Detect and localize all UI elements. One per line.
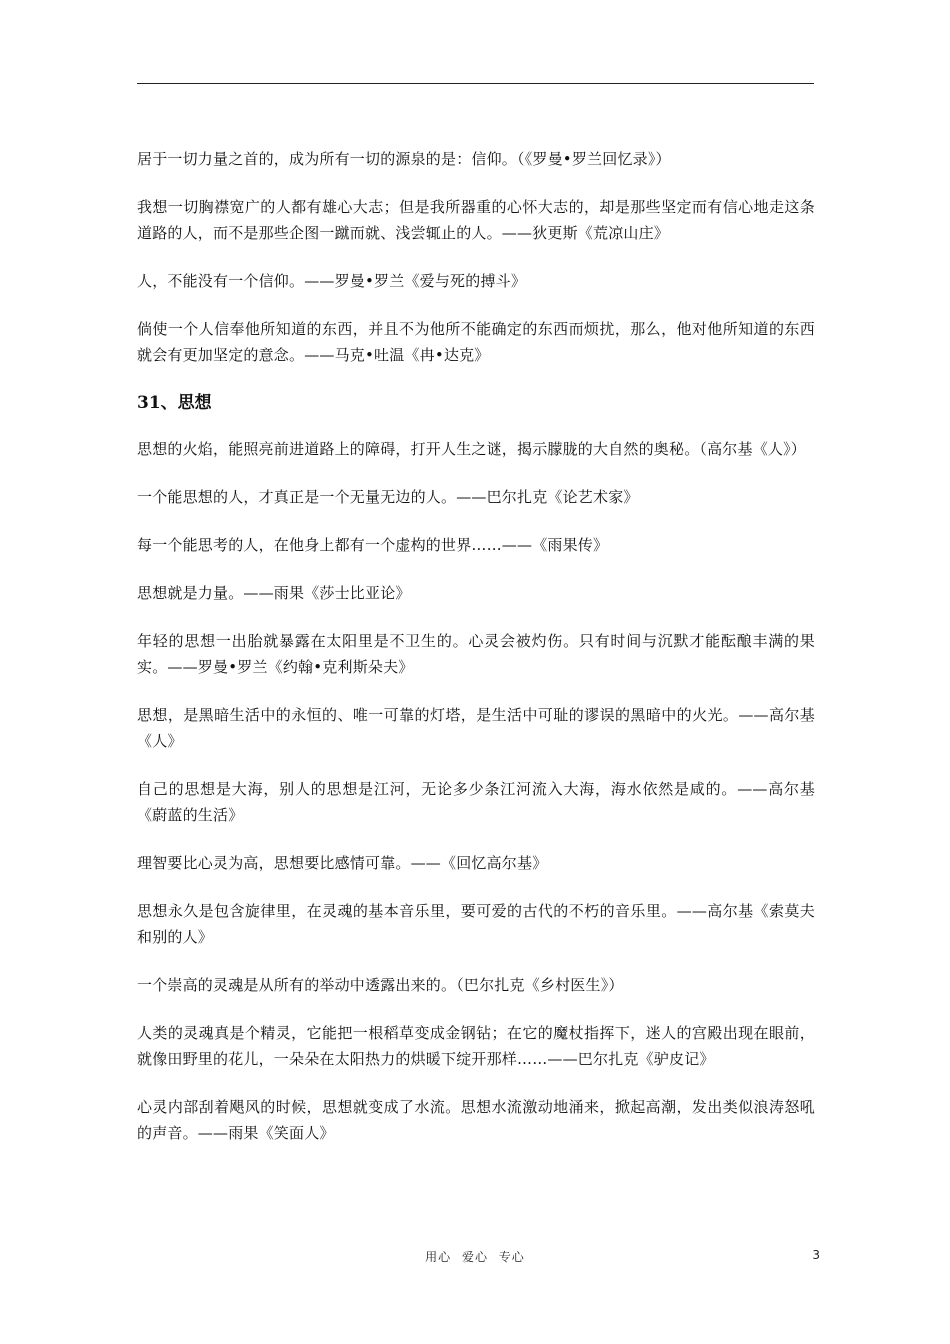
quote-paragraph: 人，不能没有一个信仰。——罗曼•罗兰《爱与死的搏斗》	[137, 272, 527, 290]
quote-paragraph: 年轻的思想一出胎就暴露在太阳里是不卫生的。心灵会被灼伤。只有时间与沉默才能酝酿丰满的果实。——罗曼•罗兰《约翰•克利斯朵夫》	[137, 632, 815, 676]
page-number: 3	[812, 1248, 820, 1262]
quote-paragraph: 居于一切力量之首的，成为所有一切的源泉的是：信仰。（《罗曼•罗兰回忆录》）	[137, 150, 671, 168]
quote-paragraph: 思想的火焰，能照亮前进道路上的障碍，打开人生之谜，揭示朦胧的大自然的奥秘。（高尔基《人》）	[137, 440, 807, 458]
document-body	[137, 146, 815, 1168]
header-rule	[137, 83, 814, 84]
quote-paragraph: 每一个能思考的人，在他身上都有一个虚构的世界……——《雨果传》	[137, 536, 609, 554]
quote-paragraph: 人类的灵魂真是个精灵，它能把一根稻草变成金钢钻；在它的魔杖指挥下，迷人的宫殿出现在眼前，就像田野里的花儿，一朵朵在太阳热力的烘暖下绽开那样……——巴尔扎克《驴皮记》	[137, 1024, 815, 1068]
quote-paragraph: 思想，是黑暗生活中的永恒的、唯一可靠的灯塔，是生活中可耻的谬误的黑暗中的火光。——高尔基《人》	[137, 706, 815, 750]
quote-paragraph: 倘使一个人信奉他所知道的东西，并且不为他所不能确定的东西而烦扰，那么，他对他所知道的东西就会有更加坚定的意念。——马克•吐温《冉•达克》	[137, 320, 815, 364]
quote-paragraph: 思想永久是包含旋律里，在灵魂的基本音乐里，要可爱的古代的不朽的音乐里。——高尔基《索莫夫和别的人》	[137, 902, 815, 946]
quote-paragraph: 心灵内部刮着飓风的时候，思想就变成了水流。思想水流激动地涌来，掀起高潮，发出类似浪涛怒吼的声音。——雨果《笑面人》	[137, 1098, 815, 1142]
quote-paragraph: 自己的思想是大海，别人的思想是江河，无论多少条江河流入大海，海水依然是咸的。——高尔基《蔚蓝的生活》	[137, 780, 815, 824]
footer-motto: 用心 爱心 专心	[425, 1250, 525, 1264]
quote-paragraph: 我想一切胸襟宽广的人都有雄心大志；但是我所器重的心怀大志的，却是那些坚定而有信心地走这条道路的人，而不是那些企图一蹴而就、浅尝辄止的人。——狄更斯《荒凉山庄》	[137, 198, 815, 242]
quote-paragraph: 理智要比心灵为高，思想要比感情可靠。——《回忆高尔基》	[137, 854, 548, 872]
section-heading: 31、思想	[137, 393, 212, 413]
quote-paragraph: 一个能思想的人，才真正是一个无量无边的人。——巴尔扎克《论艺术家》	[137, 488, 639, 506]
quote-paragraph: 一个崇高的灵魂是从所有的举动中透露出来的。（巴尔扎克《乡村医生》）	[137, 976, 624, 994]
quote-paragraph: 思想就是力量。——雨果《莎士比亚论》	[137, 584, 411, 602]
